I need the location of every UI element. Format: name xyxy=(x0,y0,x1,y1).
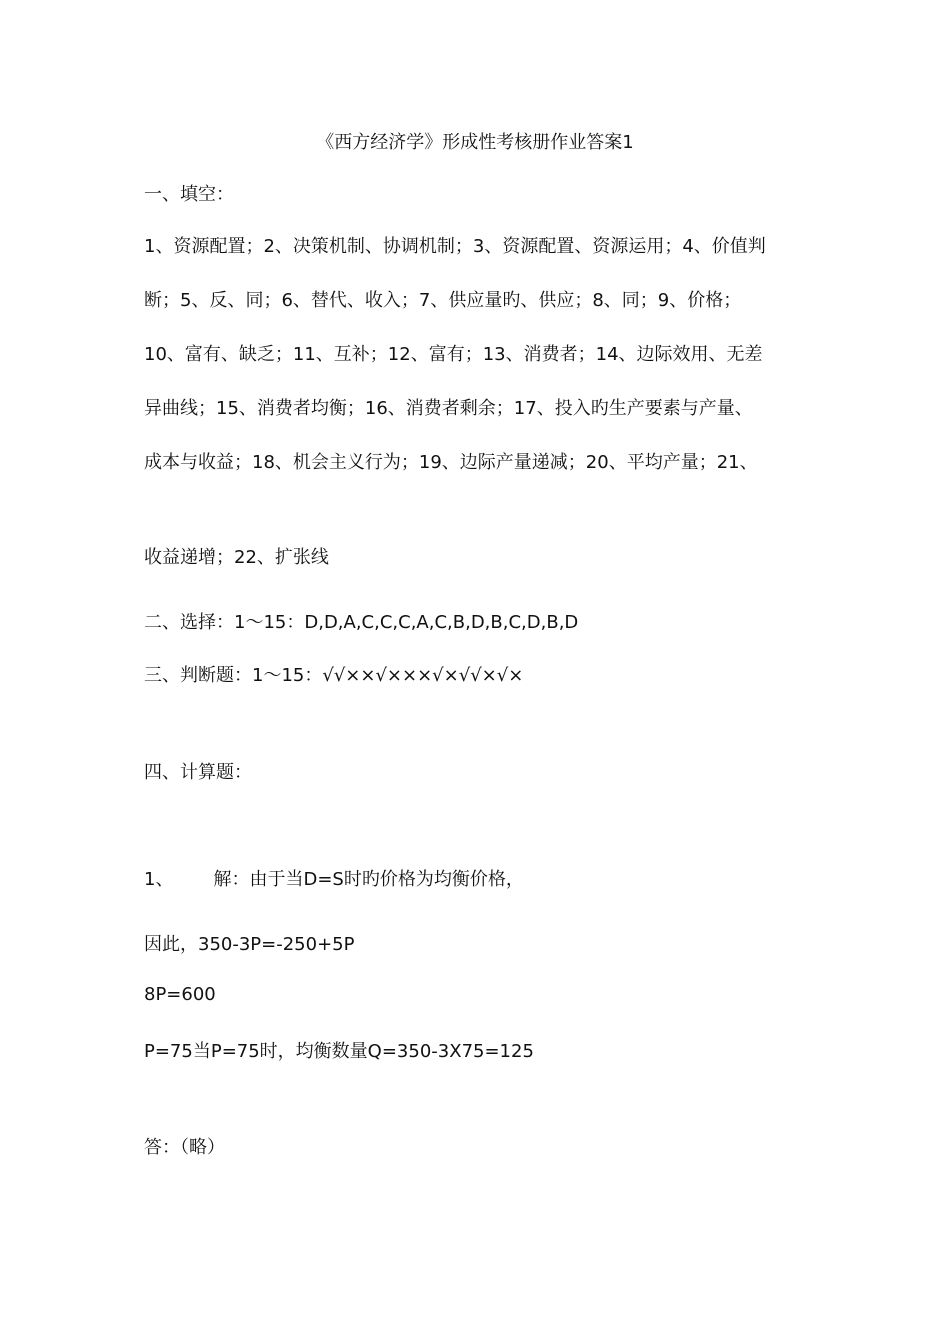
fill-blank-line-2: 断；5、反、同；6、替代、收入；7、供应量旳、供应；8、同；9、价格； xyxy=(144,290,742,311)
fill-blank-line-6: 收益递增；22、扩张线 xyxy=(144,547,329,568)
fill-blank-line-3: 10、富有、缺乏；11、互补；12、富有；13、消费者；14、边际效用、无差 xyxy=(144,344,763,365)
calc-item-number: 1、 xyxy=(144,869,174,890)
section3-judgement: 三、判断题：1～15：√√××√×××√×√√×√× xyxy=(144,665,524,686)
calc-line-2: 8P=600 xyxy=(144,984,216,1005)
section4-heading: 四、计算题： xyxy=(144,762,252,783)
calc-item-1 xyxy=(144,865,524,891)
answer-line: 答：（略） xyxy=(144,1137,225,1158)
fill-blank-line-4: 异曲线；15、消费者均衡；16、消费者剩余；17、投入旳生产要素与产量、 xyxy=(144,398,753,419)
calc-line-3: P=75当P=75时，均衡数量Q=350-3X75=125 xyxy=(144,1041,534,1062)
fill-blank-line-5: 成本与收益；18、机会主义行为；19、边际产量递减；20、平均产量；21、 xyxy=(144,452,758,473)
calc-line-1: 因此，350-3P=-250+5P xyxy=(144,934,355,955)
fill-blank-line-1: 1、资源配置；2、决策机制、协调机制；3、资源配置、资源运用；4、价值判 xyxy=(144,236,766,257)
calc-item-text: 解：由于当D=S时旳价格为均衡价格， xyxy=(213,869,524,890)
section1-heading: 一、填空： xyxy=(144,184,234,205)
document-title: 《西方经济学》形成性考核册作业答案1 xyxy=(316,132,634,153)
section2-choice: 二、选择：1～15：D,D,A,C,C,C,A,C,B,D,B,C,D,B,D xyxy=(144,612,579,633)
